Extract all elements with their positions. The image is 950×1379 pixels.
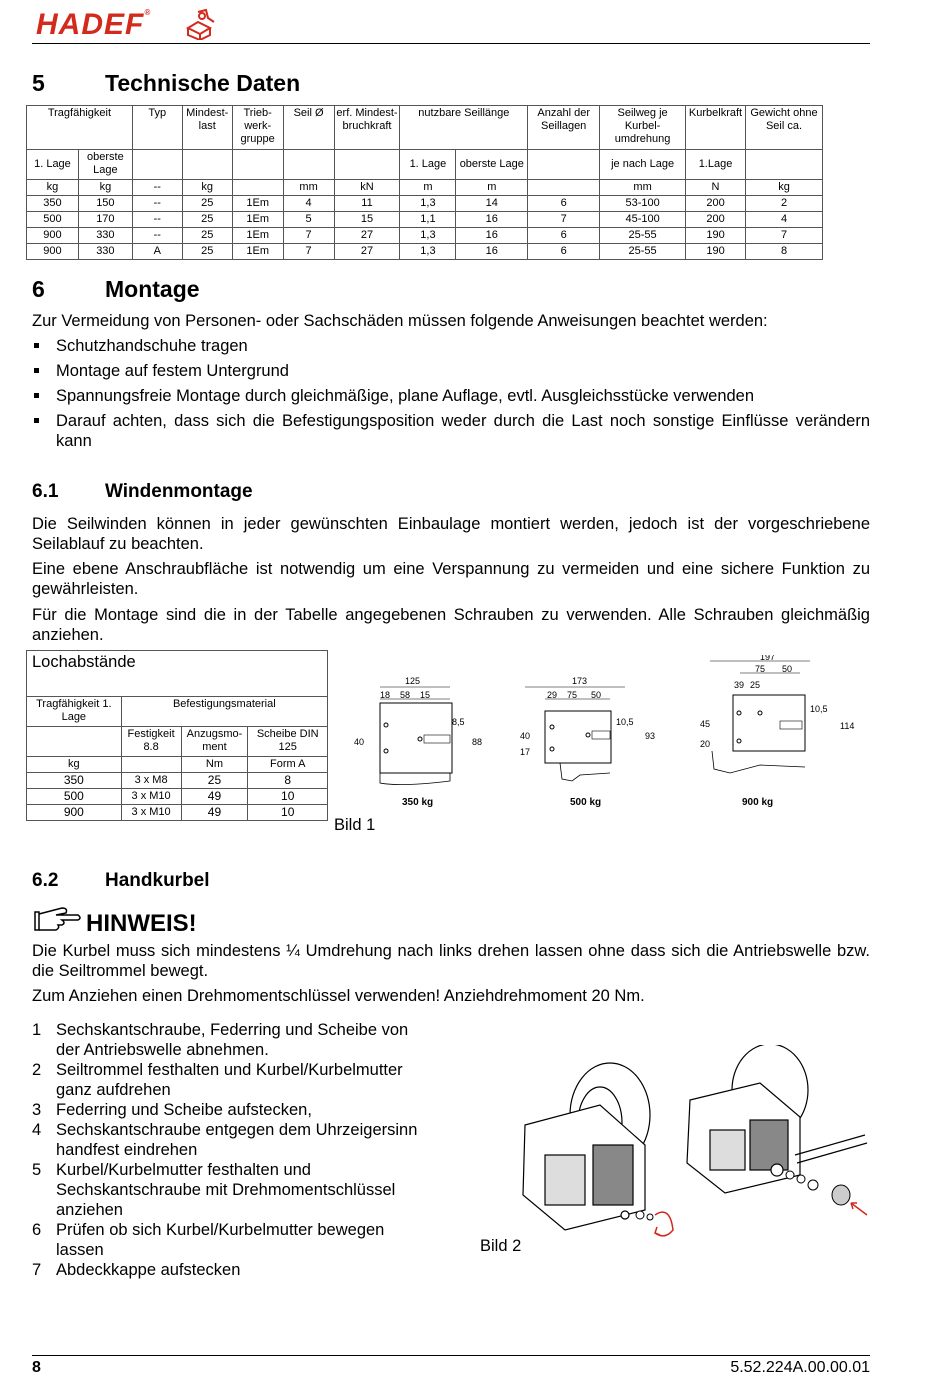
table-row: 350 3 x M8 25 8	[27, 773, 328, 789]
svg-text:10,5: 10,5	[810, 704, 828, 714]
svg-text:15: 15	[420, 690, 431, 700]
svg-text:88: 88	[472, 737, 483, 747]
winch-1-illustration	[523, 1063, 650, 1230]
table-subheader-row: 1. Lage oberste Lage 1. Lage oberste Lage je nach Lage 1.Lage	[27, 150, 823, 180]
svg-text:75: 75	[755, 664, 766, 674]
list-item: 6 Prüfen ob sich Kurbel/Kurbelmutter bewegen lassen	[32, 1221, 385, 1259]
section-5-heading: 5 Technische Daten	[32, 70, 301, 96]
section-6-2-heading: 6.2 Handkurbel	[32, 870, 210, 891]
table-row: 900 3 x M10 49 10	[27, 805, 328, 821]
arrow-icon	[851, 1203, 867, 1215]
svg-text:350 kg: 350 kg	[402, 797, 434, 808]
page-number: 8	[32, 1359, 41, 1376]
table-row: 900 330 A 25 1Em 7 27 1,3 16 6 25-55 190 8	[27, 244, 823, 260]
brand-logo: HADEF®	[36, 8, 152, 41]
montage-bullet-list	[32, 336, 870, 456]
drawing-350kg	[354, 676, 482, 808]
table-row: 900 330 -- 25 1Em 7 27 1,3 16 6 25-55 190 7	[27, 228, 823, 244]
tech-data-table	[26, 105, 823, 260]
list-item: 3 Federring und Scheibe aufstecken,	[32, 1101, 312, 1119]
drawing-500kg	[520, 676, 655, 808]
footer-rule	[32, 1355, 870, 1356]
rotation-arrow-icon	[655, 1212, 673, 1236]
svg-text:50: 50	[591, 690, 602, 700]
svg-text:17: 17	[520, 747, 531, 757]
svg-text:20: 20	[700, 739, 711, 749]
mounting-drawings	[340, 655, 870, 815]
hole-distance-table: Tragfähigkeit 1. Lage Befestigungsmaterial Festigkeit 8.8 Anzugsmo-ment Scheibe DIN 125 kg Nm Form A 350 3 x M8 25 8 500 3 x M10 49 10 900 3 x M10 49 10	[26, 696, 328, 821]
svg-text:29: 29	[547, 690, 558, 700]
hint-title: HINWEIS!	[86, 910, 197, 937]
svg-text:500 kg: 500 kg	[570, 797, 602, 808]
table-row: 500 3 x M10 49 10	[27, 789, 328, 805]
list-item: Spannungsfreie Montage durch gleichmäßige, plane Auflage, evtl. Ausgleichsstücke verwenden	[32, 386, 870, 406]
winch-logo-icon	[184, 8, 220, 40]
handkurbel-paragraph-2: Zum Anziehen einen Drehmomentschlüssel verwenden! Anziehdrehmoment 20 Nm.	[32, 987, 645, 1005]
drawing-900kg	[700, 655, 854, 808]
svg-text:10,5: 10,5	[616, 717, 634, 727]
svg-text:125: 125	[405, 676, 421, 686]
svg-text:8,5: 8,5	[452, 717, 465, 727]
section-6-1-heading: 6.1 Windenmontage	[32, 481, 253, 502]
list-item: 1 Sechskantschraube, Federring und Scheibe von der Antriebswelle abnehmen.	[32, 1021, 409, 1059]
windenmontage-paragraph-3: Für die Montage sind die in der Tabelle angegebenen Schrauben zu verwenden. Alle Schrauben gleichmäßig anziehen.	[32, 606, 870, 644]
svg-text:40: 40	[520, 731, 531, 741]
svg-text:40: 40	[354, 737, 365, 747]
svg-text:173: 173	[572, 676, 588, 686]
svg-text:900 kg: 900 kg	[742, 797, 774, 808]
svg-text:50: 50	[782, 664, 793, 674]
svg-text:39: 39	[734, 680, 745, 690]
windenmontage-paragraph-2: Eine ebene Anschraubfläche ist notwendig um eine Verspannung zu vermeiden und eine sichere Funktion zu gewährleisten.	[32, 560, 870, 598]
svg-text:18: 18	[380, 690, 391, 700]
header-rule	[32, 43, 870, 44]
handkurbel-paragraph-1: Die Kurbel muss sich mindestens ¼ Umdrehung nach links drehen lassen ohne dass sich die Antriebswelle bzw. die Seiltrommel bewegt.	[32, 942, 870, 980]
winch-2-illustration	[687, 1045, 867, 1193]
assembly-steps-list	[32, 1020, 422, 1280]
list-item: 4 Sechskantschraube entgegen dem Uhrzeigersinn handfest eindrehen	[32, 1121, 418, 1159]
list-item: 5 Kurbel/Kurbelmutter festhalten und Sechskantschraube mit Drehmomentschlüssel anziehen	[32, 1161, 396, 1219]
table-header-row: Tragfähigkeit Typ Mindest-last Trieb-werk-gruppe Seil Ø erf. Mindest-bruchkraft nutzbare Seillänge Anzahl der Seillagen Seilweg je Kurbel-umdrehung Kurbelkraft Gewicht ohne Seil ca.	[27, 106, 823, 150]
pointing-hand-icon	[32, 906, 82, 934]
section-6-heading: 6 Montage	[32, 276, 200, 302]
figure-1-caption: Bild 1	[334, 816, 376, 834]
svg-text:114: 114	[840, 721, 855, 731]
svg-text:93: 93	[645, 731, 656, 741]
montage-intro: Zur Vermeidung von Personen- oder Sachschäden müssen folgende Anweisungen beachtet werden:	[32, 312, 768, 330]
hole-table-title: Lochabstände	[32, 653, 136, 671]
list-item: Darauf achten, dass sich die Befestigungsposition weder durch die Last noch sonstige Einflüsse verändern kann	[32, 411, 870, 451]
windenmontage-paragraph-1: Die Seilwinden können in jeder gewünschten Einbaulage montiert werden, jedoch ist der vorgeschriebene Seilablauf zu beachten.	[32, 515, 870, 553]
svg-text:197: 197	[760, 655, 776, 662]
svg-text:75: 75	[567, 690, 578, 700]
svg-text:45: 45	[700, 719, 711, 729]
figure-2-caption: Bild 2	[480, 1237, 522, 1255]
svg-text:25: 25	[750, 680, 761, 690]
list-item: Schutzhandschuhe tragen	[32, 336, 870, 356]
table-row: 350 150 -- 25 1Em 4 11 1,3 14 6 53-100 200 2	[27, 196, 823, 212]
list-item: 7 Abdeckkappe aufstecken	[32, 1261, 241, 1279]
svg-text:58: 58	[400, 690, 411, 700]
table-row: 500 170 -- 25 1Em 5 15 1,1 16 7 45-100 200 4	[27, 212, 823, 228]
document-number: 5.52.224A.00.00.01	[730, 1359, 870, 1376]
handcrank-illustration	[505, 1045, 870, 1245]
table-units-row: kg kg -- kg mm kN m m mm N kg	[27, 180, 823, 196]
list-item: Montage auf festem Untergrund	[32, 361, 870, 381]
list-item: 2 Seiltrommel festhalten und Kurbel/Kurbelmutter ganz aufdrehen	[32, 1061, 403, 1099]
